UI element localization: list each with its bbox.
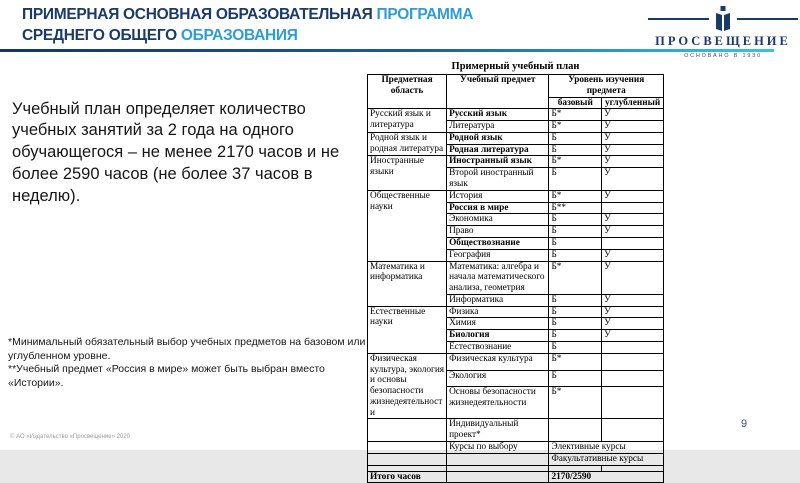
level-adv-cell: У [602, 168, 664, 191]
level-base-cell: Б* [549, 121, 602, 133]
level-base-cell: Б* [549, 109, 602, 121]
table-row [368, 471, 664, 483]
area-cell-empty [368, 419, 447, 442]
logo-rule-left [648, 18, 709, 20]
subject-cell: Естествознание [447, 341, 549, 353]
subject-cell: Родной язык [447, 132, 549, 144]
level-adv-cell: У [602, 132, 664, 144]
subject-cell [447, 471, 549, 483]
title-part-light-1: ПРОГРАММА [376, 6, 474, 23]
level-adv-cell: У [602, 156, 664, 168]
area-cell: Общественные науки [368, 190, 447, 261]
subject-cell: Русский язык [447, 109, 549, 121]
level-merged-cell: Факультативные курсы [549, 453, 664, 465]
subject-cell: География [447, 249, 549, 261]
level-adv-cell: У [602, 294, 664, 306]
level-base-cell: Б [549, 341, 602, 353]
table-row [368, 156, 664, 168]
copyright-text: © АО «Издательство «Просвещение» 2020 [10, 434, 130, 440]
curriculum-table [367, 74, 664, 483]
slide-title-line2 [22, 26, 473, 47]
title-part-light-2: ОБРАЗОВАНИЯ [180, 26, 298, 44]
subject-cell: Курсы по выбору [447, 442, 549, 454]
subject-cell: Индивидуальный проект* [447, 419, 549, 442]
publisher-tagline: ОСНОВАНО В 1930 [684, 53, 762, 59]
level-base-cell: Б* [549, 156, 602, 168]
area-cell: Естественные науки [368, 306, 447, 353]
table-row [368, 419, 664, 442]
header-subject: Учебный предмет [447, 75, 549, 109]
level-base-cell: Б [549, 168, 602, 191]
title-part-dark-2: СРЕДНЕГО ОБЩЕГО [22, 26, 177, 44]
footnotes [8, 336, 376, 391]
level-base-cell: Б [549, 330, 602, 342]
area-cell: Русский язык и литература [368, 109, 447, 133]
level-base-cell: Б* [549, 261, 602, 294]
level-base-cell: Б [549, 214, 602, 226]
level-merged-cell: Элективные курсы [549, 442, 664, 454]
level-adv-cell: У [602, 109, 664, 121]
page-number: 9 [741, 418, 748, 430]
level-adv-cell: У [602, 330, 664, 342]
level-merged-cell: 2170/2590 [549, 471, 664, 483]
subject-cell: Физика [447, 306, 549, 318]
header-level-base: базовый [549, 97, 602, 109]
area-cell: Родной язык и родная литература [368, 132, 447, 156]
subject-cell: Информатика [447, 294, 549, 306]
subject-cell: Литература [447, 121, 549, 133]
logo-rule-right [737, 18, 798, 20]
area-cell-empty [368, 442, 447, 454]
level-base-cell: Б** [549, 202, 602, 214]
header-area: Предметная область [368, 75, 447, 109]
level-adv-cell [602, 237, 664, 249]
table-row [368, 132, 664, 144]
subject-cell [447, 453, 549, 465]
level-adv-cell [602, 370, 664, 387]
area-cell: Итого часов [368, 471, 447, 483]
area-cell-empty [368, 453, 447, 465]
slide-title [22, 5, 473, 47]
subject-cell: История [447, 190, 549, 202]
table-row [368, 353, 664, 370]
level-base-cell: Б [549, 237, 602, 249]
level-base-cell: Б [549, 249, 602, 261]
subject-cell: Биология [447, 330, 549, 342]
level-adv-cell [602, 419, 664, 442]
level-adv-cell: У [602, 249, 664, 261]
level-base-cell: Б [549, 132, 602, 144]
level-base-cell: Б* [549, 353, 602, 370]
area-cell: Иностранные языки [368, 156, 447, 190]
subject-cell: Основы безопасности жизнедеятельности [447, 387, 549, 419]
level-adv-cell: У [602, 226, 664, 238]
area-cell: Физическая культура, экология и основы безопасности жизнедеятельности [368, 353, 447, 419]
level-base-cell [549, 419, 602, 442]
area-cell: Математика и информатика [368, 261, 447, 306]
open-book-icon [714, 6, 732, 32]
level-base-cell: Б* [549, 190, 602, 202]
level-adv-cell: У [602, 144, 664, 156]
level-adv-cell: У [602, 190, 664, 202]
level-adv-cell: У [602, 318, 664, 330]
level-adv-cell [602, 202, 664, 214]
level-base-cell: Б [549, 226, 602, 238]
table-row [368, 453, 664, 465]
subject-cell: Иностранный язык [447, 156, 549, 168]
level-base-cell: Б* [549, 387, 602, 419]
table-row [368, 261, 664, 294]
title-part-dark-1: ПРИМЕРНАЯ ОСНОВНАЯ ОБРАЗОВАТЕЛЬНАЯ [22, 6, 373, 23]
subject-cell: Россия в мире [447, 202, 549, 214]
publisher-name: ПРОСВЕЩЕНИЕ [655, 34, 791, 48]
curriculum-table-block [367, 61, 664, 483]
level-adv-cell: У [602, 306, 664, 318]
footnote-1: *Минимальный обязательный выбор учебных предметов на базовом или углубленном уровне. [8, 336, 366, 362]
subject-cell: Химия [447, 318, 549, 330]
level-adv-cell [602, 387, 664, 419]
level-adv-cell: У [602, 121, 664, 133]
subject-cell: Второй иностранный язык [447, 168, 549, 191]
level-adv-cell: У [602, 261, 664, 294]
header-level: Уровень изучения предмета [549, 75, 664, 98]
level-base-cell: Б [549, 294, 602, 306]
level-base-cell: Б [549, 318, 602, 330]
table-title: Примерный учебный план [451, 61, 580, 72]
level-base-cell: Б [549, 144, 602, 156]
table-row [368, 442, 664, 454]
subject-cell: Родная литература [447, 144, 549, 156]
level-adv-cell [602, 341, 664, 353]
subject-cell: Экономика [447, 214, 549, 226]
logo-rule-row [648, 6, 798, 32]
subject-cell: Физическая культура [447, 353, 549, 370]
table-row [368, 109, 664, 121]
footnote-2: **Учебный предмет «Россия в мире» может быть выбран вместо «Истории». [8, 363, 325, 389]
header-level-adv: углубленный [602, 97, 664, 109]
table-row [368, 306, 664, 318]
level-base-cell: Б [549, 370, 602, 387]
body-paragraph: Учебный план определяет количество учебных занятий за 2 года на одного обучающегося – не менее 2170 часов и не более 2590 часов (не более 37 часов в неделю). [12, 99, 340, 205]
subject-cell: Математика: алгебра и начала математического анализа, геометрия [447, 261, 549, 294]
level-base-cell: Б [549, 306, 602, 318]
publisher-logo [648, 6, 798, 59]
subject-cell: Экология [447, 370, 549, 387]
level-adv-cell [602, 353, 664, 370]
table-row [368, 190, 664, 202]
subject-cell: Обществознание [447, 237, 549, 249]
level-adv-cell: У [602, 214, 664, 226]
subject-cell: Право [447, 226, 549, 238]
slide-title-line1 [22, 5, 473, 26]
